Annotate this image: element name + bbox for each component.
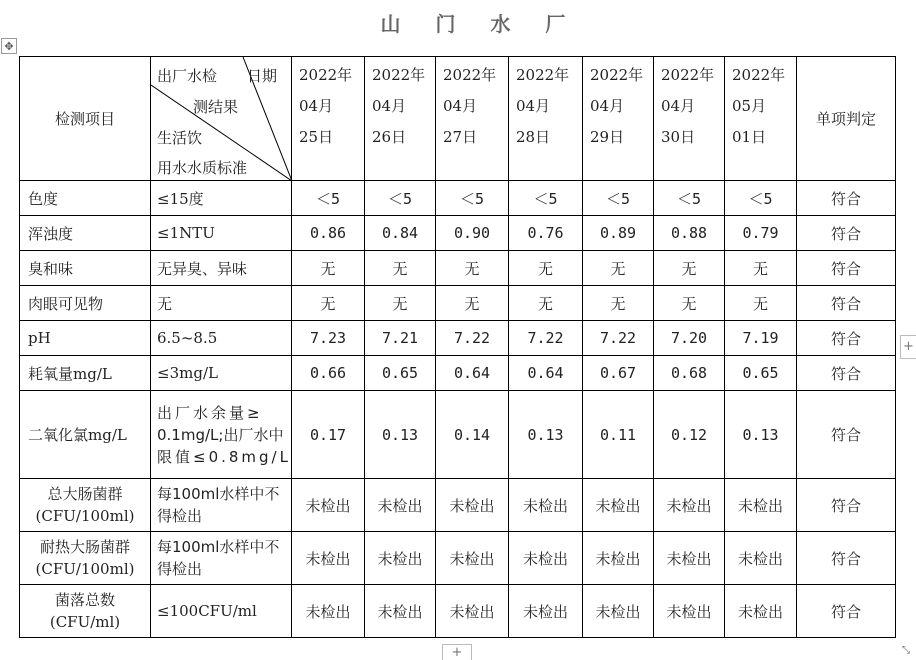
value-cell[interactable]: 未检出 <box>654 479 725 532</box>
judge-cell[interactable]: 符合 <box>797 391 896 479</box>
judge-cell[interactable]: 符合 <box>797 216 896 251</box>
value-cell[interactable]: 未检出 <box>292 479 365 532</box>
date-cell[interactable]: 2022年 04月 28日 <box>509 57 583 181</box>
value-cell[interactable]: 0.65 <box>725 356 797 391</box>
judge-cell[interactable]: 符合 <box>797 321 896 356</box>
judge-cell[interactable]: 符合 <box>797 479 896 532</box>
value-cell[interactable]: ＜5 <box>436 181 509 216</box>
standard-cell[interactable]: ≤3mg/L <box>151 356 292 391</box>
standard-cell[interactable]: ≤100CFU/ml <box>151 585 292 638</box>
date-cell[interactable]: 2022年 04月 26日 <box>365 57 436 181</box>
date-cell[interactable]: 2022年 04月 29日 <box>583 57 654 181</box>
water-quality-table <box>19 56 896 638</box>
value-cell[interactable]: 0.13 <box>365 391 436 479</box>
value-cell[interactable]: 未检出 <box>365 585 436 638</box>
value-cell[interactable]: ＜5 <box>292 181 365 216</box>
standard-line: 每100ml水样中不 <box>157 538 280 556</box>
standard-line: 得检出 <box>157 507 203 525</box>
diag-bottom-label-2: 用水水质标准 <box>157 159 248 177</box>
value-cell[interactable]: 未检出 <box>509 585 583 638</box>
standard-cell[interactable]: 6.5~8.5 <box>151 321 292 356</box>
value-cell[interactable]: 未检出 <box>725 532 797 585</box>
judge-cell[interactable]: 符合 <box>797 532 896 585</box>
standard-cell[interactable]: ≤15度 <box>151 181 292 216</box>
standard-cell[interactable] <box>151 532 292 585</box>
value-cell[interactable]: 0.84 <box>365 216 436 251</box>
value-cell[interactable]: 无 <box>583 286 654 321</box>
header-diagonal-cell[interactable] <box>151 57 292 181</box>
table-row <box>20 216 896 251</box>
diag-top-left-label: 出厂水检 <box>157 67 218 85</box>
value-cell[interactable]: ＜5 <box>654 181 725 216</box>
item-cell[interactable]: 肉眼可见物 <box>20 286 151 321</box>
item-cell[interactable]: 二氧化氯mg/L <box>20 391 151 479</box>
value-cell[interactable]: 0.64 <box>436 356 509 391</box>
value-cell[interactable]: 0.68 <box>654 356 725 391</box>
value-cell[interactable]: 无 <box>654 251 725 286</box>
value-cell[interactable]: 0.13 <box>509 391 583 479</box>
diag-top-right-label: 日期 <box>247 67 278 85</box>
date-cell[interactable]: 2022年 05月 01日 <box>725 57 797 181</box>
standard-cell[interactable] <box>151 479 292 532</box>
value-cell[interactable]: 0.90 <box>436 216 509 251</box>
standard-line: 出厂水余量≥ <box>157 403 263 422</box>
value-cell[interactable]: 0.86 <box>292 216 365 251</box>
add-column-plus-icon[interactable]: + <box>442 644 472 660</box>
judge-cell[interactable]: 符合 <box>797 251 896 286</box>
judge-cell[interactable]: 符合 <box>797 356 896 391</box>
value-cell[interactable]: 无 <box>292 286 365 321</box>
value-cell[interactable]: 未检出 <box>436 585 509 638</box>
value-cell[interactable]: 0.17 <box>292 391 365 479</box>
value-cell[interactable]: 0.11 <box>583 391 654 479</box>
resize-corner-icon[interactable]: ⤡ <box>902 645 910 656</box>
diag-mid-label: 测结果 <box>193 98 239 116</box>
value-cell[interactable]: 未检出 <box>292 532 365 585</box>
value-cell[interactable]: 无 <box>436 286 509 321</box>
value-cell[interactable]: 0.14 <box>436 391 509 479</box>
add-row-plus-icon[interactable]: + <box>900 335 916 359</box>
value-cell[interactable]: 0.67 <box>583 356 654 391</box>
value-cell[interactable]: 未检出 <box>654 585 725 638</box>
item-cell[interactable] <box>20 479 151 532</box>
value-cell[interactable]: 7.22 <box>583 321 654 356</box>
value-cell[interactable]: 0.88 <box>654 216 725 251</box>
value-cell[interactable]: 0.79 <box>725 216 797 251</box>
value-cell[interactable]: 7.20 <box>654 321 725 356</box>
value-cell[interactable]: 未检出 <box>654 532 725 585</box>
value-cell[interactable]: 0.64 <box>509 356 583 391</box>
table-row <box>20 391 896 479</box>
item-line: 耐热大肠菌群 <box>39 538 130 556</box>
standard-line: 每100ml水样中不 <box>157 485 280 503</box>
standard-cell[interactable] <box>151 391 292 479</box>
date-cell[interactable]: 2022年 04月 25日 <box>292 57 365 181</box>
standard-cell[interactable]: 无 <box>151 286 292 321</box>
standard-line: 得检出 <box>157 560 203 578</box>
diag-bottom-label-1: 生活饮 <box>157 129 203 147</box>
value-cell[interactable]: 7.22 <box>436 321 509 356</box>
table-row <box>20 532 896 585</box>
judge-cell[interactable]: 符合 <box>797 181 896 216</box>
value-cell[interactable]: 无 <box>583 251 654 286</box>
value-cell[interactable]: 无 <box>436 251 509 286</box>
value-cell[interactable]: 7.22 <box>509 321 583 356</box>
value-cell[interactable]: 未检出 <box>436 479 509 532</box>
page-title: 山 门 水 厂 <box>380 12 580 36</box>
item-cell[interactable] <box>20 532 151 585</box>
value-cell[interactable]: 未检出 <box>725 585 797 638</box>
value-cell[interactable]: 0.13 <box>725 391 797 479</box>
standard-cell[interactable]: ≤1NTU <box>151 216 292 251</box>
date-cell[interactable]: 2022年 04月 27日 <box>436 57 509 181</box>
table-row <box>20 585 896 638</box>
standard-line: 0.1mg/L;出厂水中 <box>157 425 284 444</box>
value-cell[interactable]: 未检出 <box>292 585 365 638</box>
item-line: (CFU/ml) <box>49 613 121 631</box>
value-cell[interactable]: 未检出 <box>725 479 797 532</box>
item-cell[interactable]: 耗氧量mg/L <box>20 356 151 391</box>
value-cell[interactable]: 0.89 <box>583 216 654 251</box>
table-row <box>20 251 896 286</box>
value-cell[interactable]: 无 <box>725 251 797 286</box>
value-cell[interactable]: 0.66 <box>292 356 365 391</box>
value-cell[interactable]: 无 <box>654 286 725 321</box>
value-cell[interactable]: 未检出 <box>365 532 436 585</box>
value-cell[interactable]: ＜5 <box>509 181 583 216</box>
standard-cell[interactable]: 无异臭、异味 <box>151 251 292 286</box>
date-cell[interactable]: 2022年 04月 30日 <box>654 57 725 181</box>
value-cell[interactable]: 未检出 <box>583 585 654 638</box>
table-row <box>20 286 896 321</box>
value-cell[interactable]: 未检出 <box>583 479 654 532</box>
item-line: 总大肠菌群 <box>47 485 123 503</box>
value-cell[interactable]: 7.19 <box>725 321 797 356</box>
judge-cell[interactable]: 符合 <box>797 286 896 321</box>
item-line: (CFU/100ml) <box>35 507 135 525</box>
table-move-handle-icon[interactable]: ✥ <box>1 38 17 54</box>
table-row <box>20 356 896 391</box>
value-cell[interactable]: 未检出 <box>509 532 583 585</box>
value-cell[interactable]: 无 <box>509 251 583 286</box>
value-cell[interactable]: ＜5 <box>365 181 436 216</box>
item-cell[interactable] <box>20 585 151 638</box>
value-cell[interactable]: 无 <box>509 286 583 321</box>
value-cell[interactable]: 7.21 <box>365 321 436 356</box>
value-cell[interactable]: 无 <box>725 286 797 321</box>
value-cell[interactable]: 无 <box>365 251 436 286</box>
item-cell[interactable]: 色度 <box>20 181 151 216</box>
value-cell[interactable]: 0.65 <box>365 356 436 391</box>
value-cell[interactable]: ＜5 <box>725 181 797 216</box>
item-line: (CFU/100ml) <box>35 560 135 578</box>
item-cell[interactable]: pH <box>20 321 151 356</box>
value-cell[interactable]: 未检出 <box>365 479 436 532</box>
value-cell[interactable]: ＜5 <box>583 181 654 216</box>
table-row <box>20 479 896 532</box>
value-cell[interactable]: 未检出 <box>509 479 583 532</box>
header-row <box>20 57 896 181</box>
table-row <box>20 181 896 216</box>
value-cell[interactable]: 未检出 <box>436 532 509 585</box>
item-cell[interactable]: 浑浊度 <box>20 216 151 251</box>
header-judge-cell[interactable]: 单项判定 <box>797 57 896 181</box>
table-row <box>20 321 896 356</box>
header-item-cell[interactable]: 检测项目 <box>20 57 151 181</box>
value-cell[interactable]: 7.23 <box>292 321 365 356</box>
value-cell[interactable]: 0.76 <box>509 216 583 251</box>
value-cell[interactable]: 无 <box>365 286 436 321</box>
item-line: 菌落总数 <box>54 591 115 609</box>
item-cell[interactable]: 臭和味 <box>20 251 151 286</box>
value-cell[interactable]: 0.12 <box>654 391 725 479</box>
judge-cell[interactable]: 符合 <box>797 585 896 638</box>
standard-line: 限值≤0.8mg/L <box>157 447 291 466</box>
value-cell[interactable]: 未检出 <box>583 532 654 585</box>
value-cell[interactable]: 无 <box>292 251 365 286</box>
